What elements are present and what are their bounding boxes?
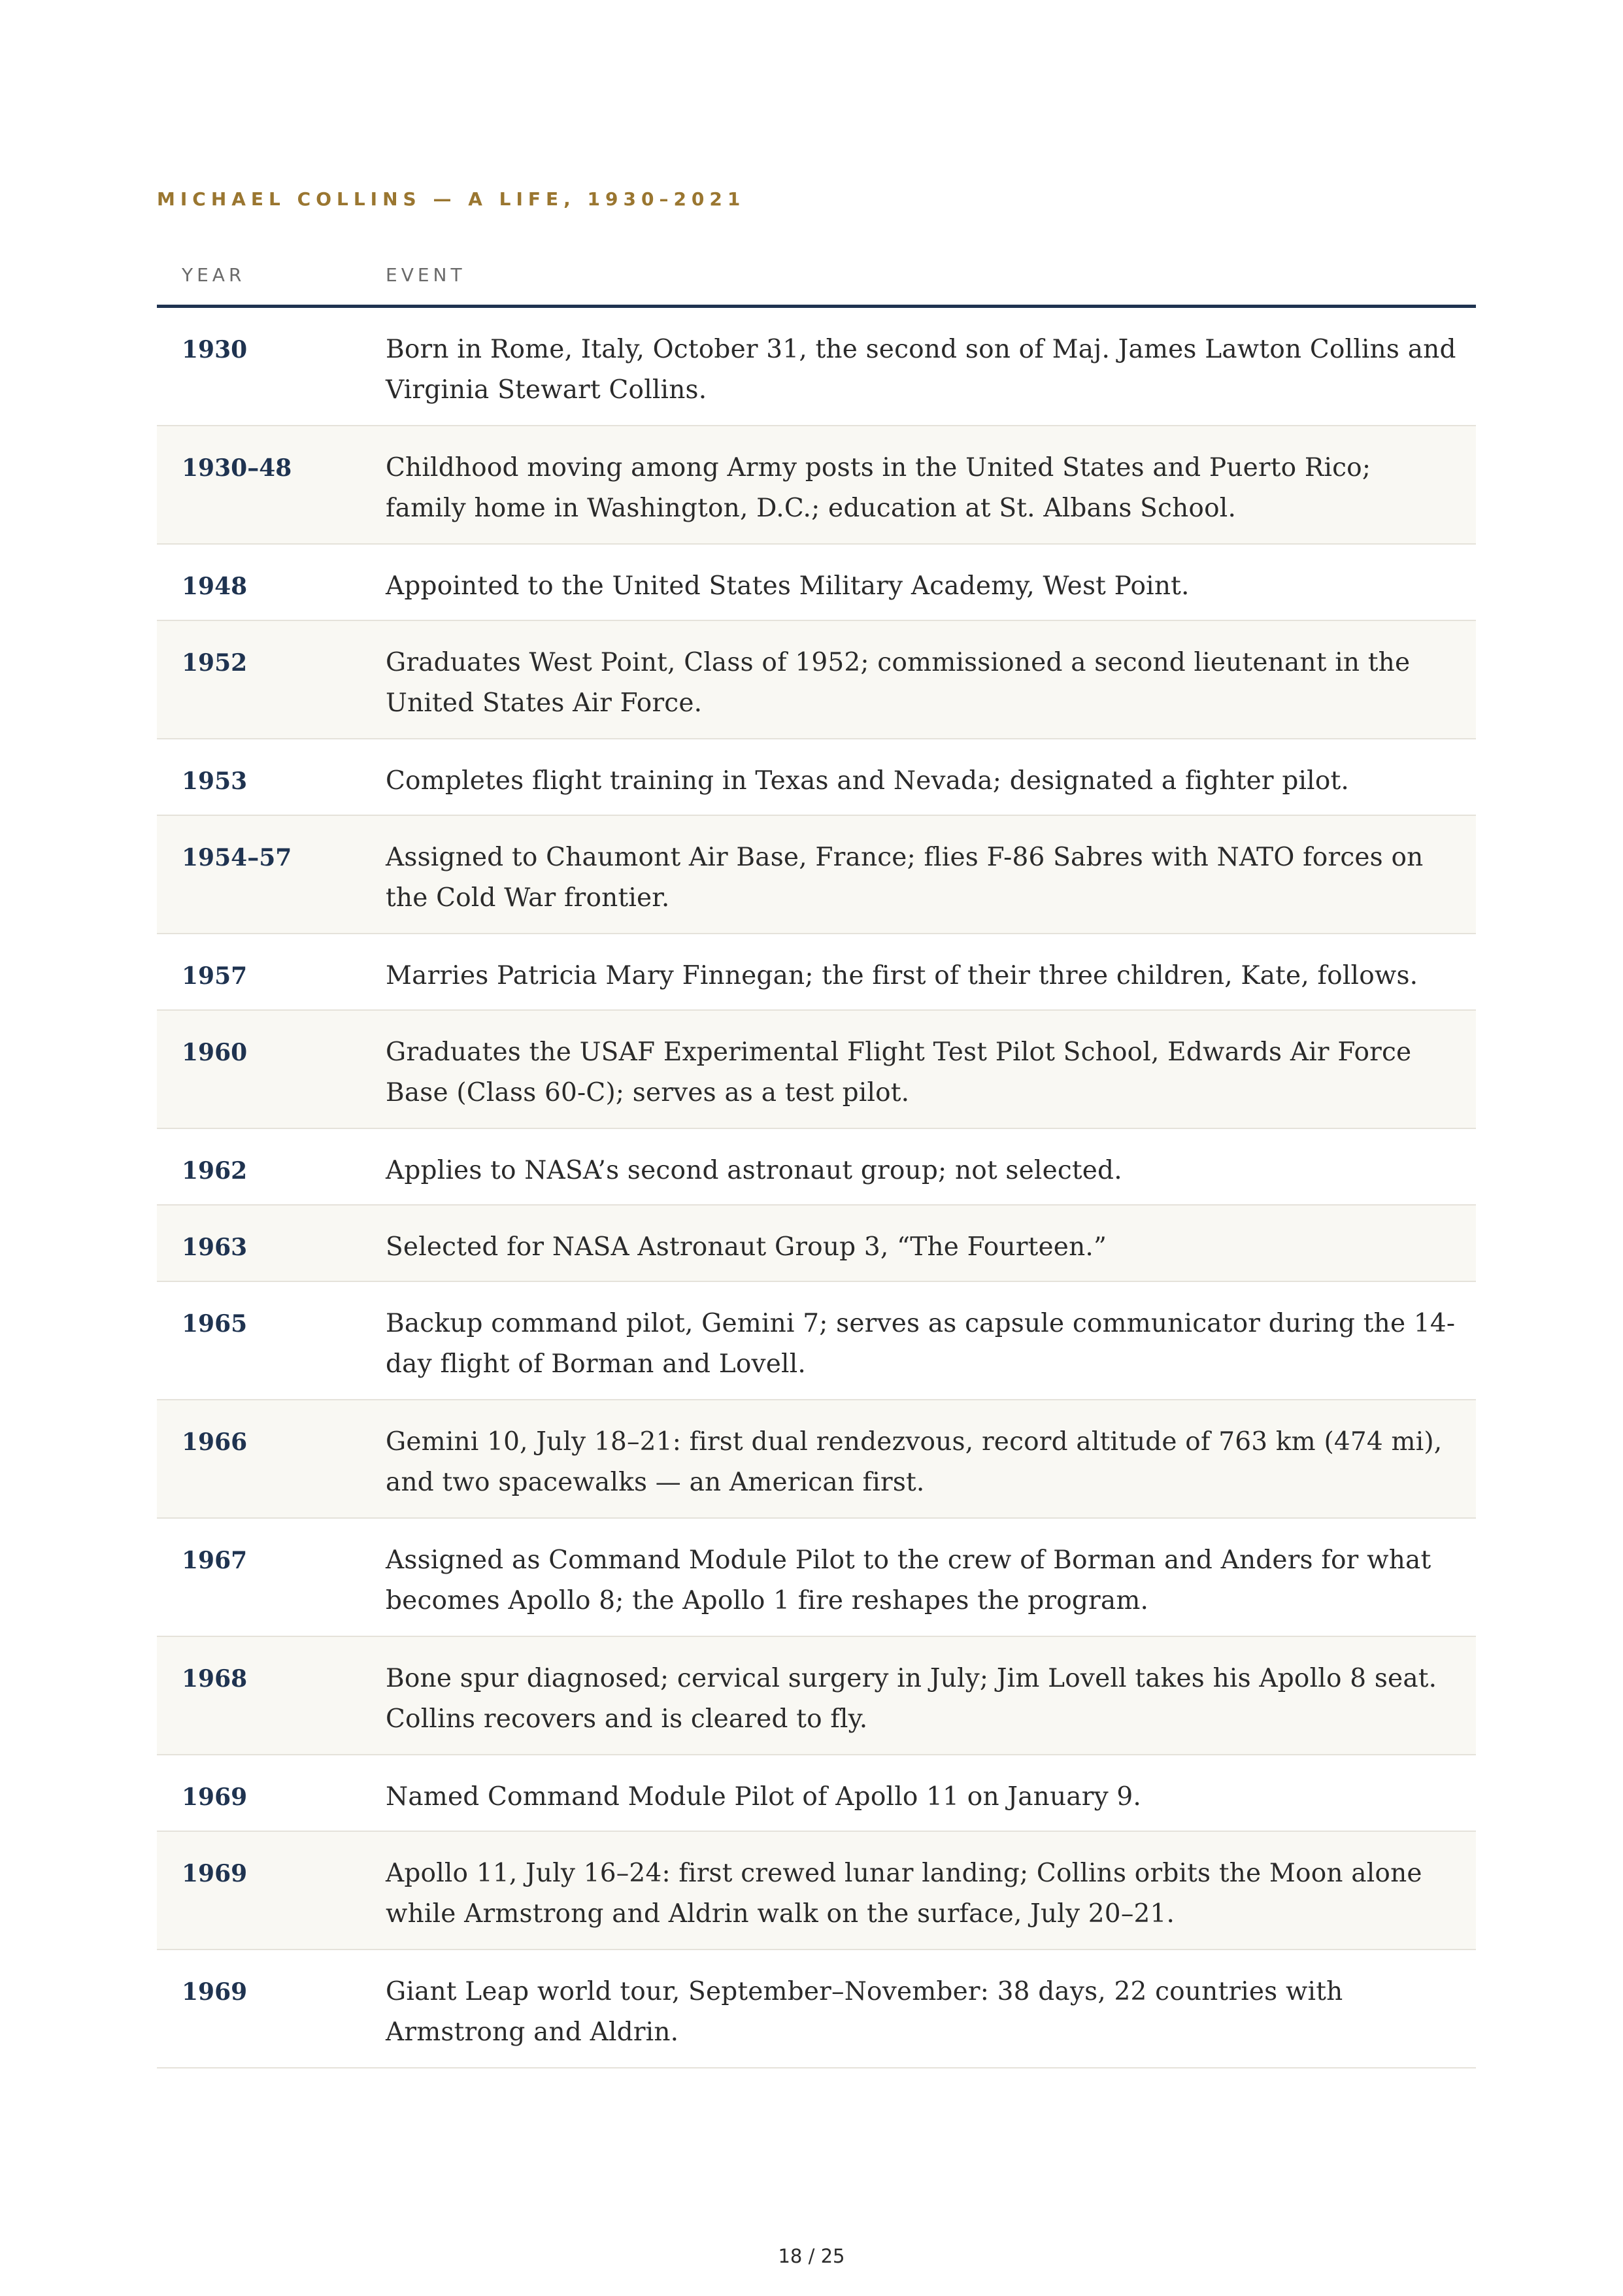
row-year: 1930: [182, 336, 248, 363]
page-number: 18 / 25: [778, 2245, 845, 2267]
row-year: 1963: [182, 1234, 248, 1261]
row-year: 1967: [182, 1547, 248, 1574]
row-year: 1957: [182, 962, 248, 990]
table-row: [157, 1637, 1476, 1755]
table-row: [157, 1011, 1476, 1129]
table-row: [157, 621, 1476, 739]
row-year: 1948: [182, 573, 248, 600]
table-row: [157, 1755, 1476, 1832]
timeline-table: [157, 245, 1476, 2068]
document-heading: MICHAEL COLLINS — A LIFE, 1930–2021: [157, 188, 746, 210]
row-year: 1969: [182, 1978, 248, 2006]
row-year: 1960: [182, 1039, 248, 1066]
table-row: [157, 816, 1476, 934]
row-year: 1952: [182, 649, 248, 677]
row-event: Apollo 11, July 16–24: first crewed lunar landing; Collins orbits the Moon alone while Armstrong and Aldrin walk on the surface, July 20–21.: [386, 1859, 1422, 1929]
row-event: Childhood moving among Army posts in the United States and Puerto Rico; family home in Washington, D.C.; education at St. Albans School.: [386, 453, 1371, 523]
table-row: [157, 1950, 1476, 2068]
row-event: Giant Leap world tour, September–November: 38 days, 22 countries with Armstrong and Aldrin.: [386, 1977, 1343, 2047]
column-header-year: YEAR: [182, 263, 246, 286]
table-row: [157, 1519, 1476, 1637]
row-year: 1968: [182, 1665, 248, 1693]
row-event: Assigned to Chaumont Air Base, France; flies F-86 Sabres with NATO forces on the Cold War frontier.: [386, 843, 1424, 913]
row-event: Graduates the USAF Experimental Flight Test Pilot School, Edwards Air Force Base (Class 60-C); serves as a test pilot.: [386, 1038, 1412, 1107]
table-row: [157, 308, 1476, 426]
row-year: 1969: [182, 1783, 248, 1811]
row-year: 1965: [182, 1310, 248, 1338]
row-year: 1966: [182, 1428, 248, 1456]
row-event: Completes flight training in Texas and Nevada; designated a fighter pilot.: [386, 766, 1349, 796]
table-row: [157, 1400, 1476, 1519]
row-event: Selected for NASA Astronaut Group 3, “The Fourteen.”: [386, 1232, 1107, 1262]
row-year: 1930–48: [182, 454, 292, 482]
row-year: 1969: [182, 1860, 248, 1887]
table-row: [157, 426, 1476, 545]
table-row: [157, 1129, 1476, 1206]
column-header-event: EVENT: [386, 263, 466, 286]
row-event: Bone spur diagnosed; cervical surgery in July; Jim Lovell takes his Apollo 8 seat. Collins recovers and is cleared to fly.: [386, 1664, 1437, 1734]
row-event: Named Command Module Pilot of Apollo 11 on January 9.: [386, 1782, 1142, 1812]
table-row: [157, 1832, 1476, 1950]
row-event: Marries Patricia Mary Finnegan; the first of their three children, Kate, follows.: [386, 961, 1418, 990]
row-event: Backup command pilot, Gemini 7; serves as capsule communicator during the 14-day flight of Borman and Lovell.: [386, 1309, 1456, 1379]
table-row: [157, 545, 1476, 621]
table-header: [157, 245, 1476, 308]
row-event: Applies to NASA’s second astronaut group; not selected.: [386, 1156, 1122, 1185]
row-year: 1954–57: [182, 844, 292, 871]
row-event: Born in Rome, Italy, October 31, the second son of Maj. James Lawton Collins and Virginia Stewart Collins.: [386, 335, 1456, 405]
table-row: [157, 1206, 1476, 1282]
row-year: 1962: [182, 1157, 248, 1185]
table-row: [157, 934, 1476, 1011]
row-event: Gemini 10, July 18–21: first dual rendezvous, record altitude of 763 km (474 mi), and two spacewalks — an American first.: [386, 1427, 1443, 1497]
row-event: Assigned as Command Module Pilot to the crew of Borman and Anders for what becomes Apollo 8; the Apollo 1 fire reshapes the program.: [386, 1545, 1431, 1615]
row-year: 1953: [182, 768, 248, 795]
table-row: [157, 1282, 1476, 1400]
table-row: [157, 739, 1476, 816]
row-event: Appointed to the United States Military Academy, West Point.: [386, 571, 1190, 601]
row-event: Graduates West Point, Class of 1952; commissioned a second lieutenant in the United States Air Force.: [386, 648, 1411, 718]
